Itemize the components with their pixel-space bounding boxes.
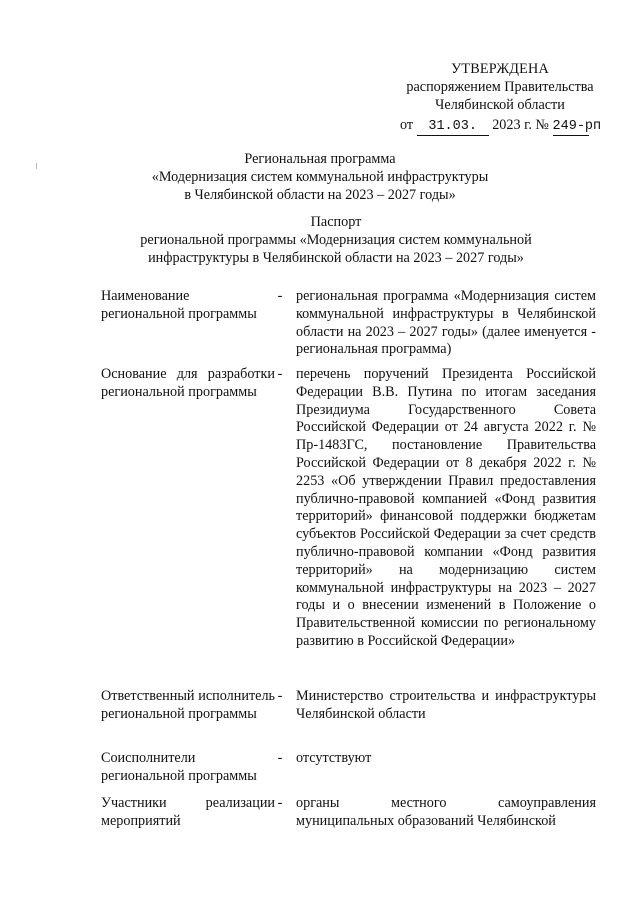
program-title-line-2: «Модернизация систем коммунальной инфраструктуры xyxy=(151,169,489,185)
row-dash: - xyxy=(277,795,283,811)
row-dash: - xyxy=(277,288,283,304)
row-label: Соисполнители региональной программы xyxy=(101,750,257,784)
program-title-line-3: в Челябинской области на 2023 – 2027 годы» xyxy=(184,187,456,203)
row-value: региональная программа «Модернизация систем коммунальной инфраструктуры в Челябинской области на 2023 – 2027 годы» (далее именуется - региональная программа) xyxy=(296,288,596,358)
date-value: 31.03. xyxy=(417,119,489,136)
approval-block xyxy=(400,60,600,136)
row-dash: - xyxy=(277,750,283,766)
passport-subtitle: региональной программы «Модернизация систем коммунальной инфраструктуры в Челябинской области на 2023 – 2027 годы» xyxy=(140,232,532,266)
row-value: Министерство строительства и инфраструктуры Челябинской области xyxy=(296,688,596,722)
scan-mark xyxy=(36,163,37,169)
passport-title: Паспорт xyxy=(310,214,362,230)
row-value: перечень поручений Президента Российской Федерации В.В. Путина по итогам заседания Президиума Государственного Совета Российской Федерации от 24 августа 2022 г. № Пр-1483ГС, постановление Правительства Российской Федерации от 8 декабря 2022 г. № 2253 «Об утверждении Правил предоставления публично-правовой компанией «Фонд развития территорий» финансовой поддержки бюджетам субъектов Российской Федерации за счет средств публично-правовой компании «Фонд развития территорий» на модернизацию систем коммунальной инфраструктуры на 2023 – 2027 годы и о внесении изменений в Положение о Правительственной комиссии по региональному развитию в Российской Федерации» xyxy=(296,366,596,649)
row-value: органы местного самоуправления муниципальных образований Челябинской xyxy=(296,795,596,829)
approval-heading: УТВЕРЖДЕНА xyxy=(451,61,549,77)
row-label: Участники реализации мероприятий xyxy=(101,795,275,829)
program-title-line-1: Региональная программа xyxy=(244,151,396,167)
approval-line-1: распоряжением Правительства xyxy=(406,79,594,95)
row-label: Ответственный исполнитель региональной программы xyxy=(101,688,275,722)
year-text: 2023 г. № xyxy=(492,117,549,133)
row-dash: - xyxy=(277,366,283,382)
row-label: Наименование региональной программы xyxy=(101,288,257,322)
program-title xyxy=(120,150,520,204)
date-prefix: от xyxy=(400,117,414,133)
number-value: 249-рп xyxy=(552,119,602,134)
approval-date-line xyxy=(400,116,600,136)
passport-heading xyxy=(120,213,552,267)
row-value: отсутствуют xyxy=(296,750,372,766)
row-label: Основание для разработки региональной программы xyxy=(101,366,275,400)
row-dash: - xyxy=(277,688,283,704)
approval-line-2: Челябинской области xyxy=(435,97,565,113)
